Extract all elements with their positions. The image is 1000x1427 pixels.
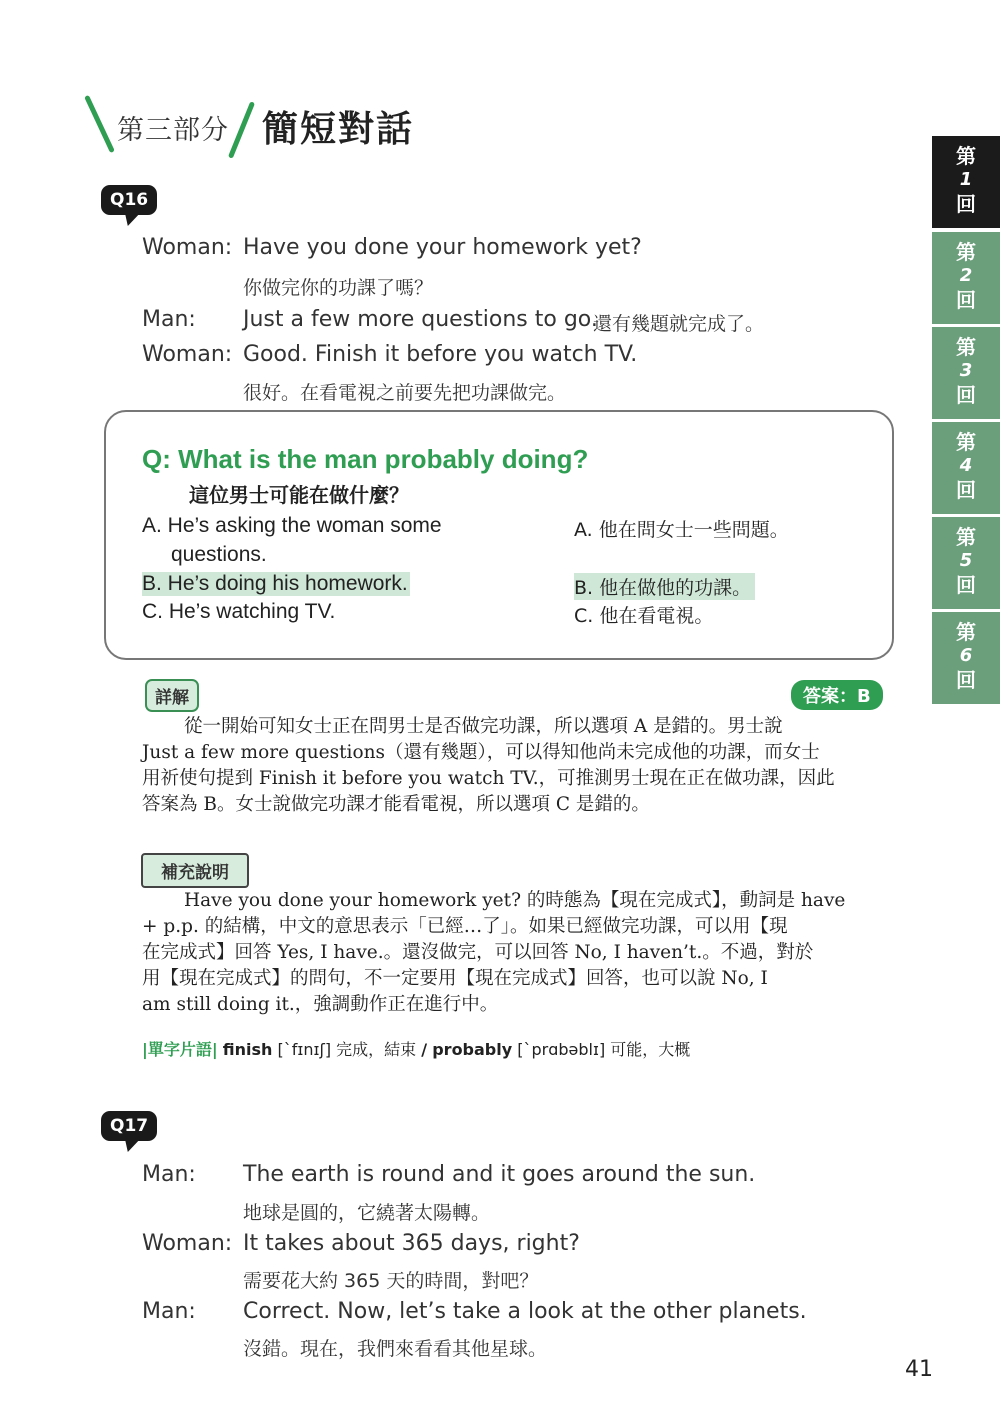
tab-round-1[interactable]	[932, 136, 1000, 228]
tab-label: 回	[956, 478, 976, 502]
explanation-text	[142, 714, 886, 818]
dialog-line-en: It takes about 365 days, right?	[243, 1231, 580, 1256]
tab-round-6[interactable]	[932, 612, 1000, 704]
tab-label: 第	[956, 240, 976, 264]
vocab-word: probably	[432, 1040, 513, 1059]
option-b-zh: B. 他在做他的功課。	[574, 573, 755, 600]
dialog-line-zh: 需要花大約 365 天的時間，對吧？	[243, 1270, 539, 1292]
vocabulary-label: |單字片語|	[142, 1040, 218, 1059]
option-a-en: A. He’s asking the woman some	[142, 514, 442, 537]
speaker: Woman:	[142, 342, 233, 367]
dialog-line-en: The earth is round and it goes around the sun.	[243, 1162, 756, 1187]
page-number: 41	[905, 1357, 933, 1382]
speaker: Woman:	[142, 1231, 233, 1256]
tab-round-2[interactable]	[932, 232, 1000, 324]
section-part-label: 第三部分	[117, 115, 229, 146]
supplement-line: am still doing it.，強調動作正在進行中。	[142, 994, 499, 1015]
option-c-zh: C. 他在看電視。	[574, 605, 714, 627]
vocab-word: finish	[222, 1040, 273, 1059]
speaker: Man:	[142, 1299, 196, 1324]
dialog-line-zh: 很好。在看電視之前要先把功課做完。	[243, 382, 567, 404]
question-badge-q17: Q17	[101, 1111, 157, 1141]
answer-badge: 答案：B	[791, 680, 883, 710]
header-slash-right	[228, 101, 255, 159]
dialog-line-zh: 地球是圓的，它繞著太陽轉。	[243, 1202, 491, 1224]
header-slash-left	[84, 95, 115, 153]
vocab-meaning: 可能，大概	[610, 1040, 691, 1059]
question-badge-q16: Q16	[101, 185, 157, 215]
explanation-label: 詳解	[145, 679, 199, 712]
supplement-line: 用【現在完成式】的問句，不一定要用【現在完成式】回答，也可以說 No, I	[142, 968, 768, 989]
supplement-line: 在完成式】回答 Yes, I have.。還沒做完，可以回答 No, I haven’t.。不過，對於	[142, 942, 814, 963]
dialog-line-en: Just a few more questions to go.	[243, 307, 598, 332]
tab-label: 回	[956, 573, 976, 597]
option-b-en: B. He’s doing his homework.	[142, 572, 408, 595]
explanation-line: 用祈使句提到 Finish it before you watch TV.，可推測男士現在正在做功課，因此	[142, 768, 835, 789]
dialog-line-zh: 沒錯。現在，我們來看看其他星球。	[243, 1338, 548, 1360]
tab-number: 1	[959, 169, 973, 190]
tab-label: 回	[956, 192, 976, 216]
tab-label: 回	[956, 668, 976, 692]
dialog-line-zh: 還有幾題就完成了。	[593, 313, 765, 335]
explanation-line: Just a few more questions（還有幾題），可以得知他尚未完成他的功課，而女士	[142, 742, 820, 763]
supplement-line: + p.p. 的結構，中文的意思表示「已經…了」。如果已經做完功課，可以用【現	[142, 916, 788, 937]
tab-label: 回	[956, 383, 976, 407]
tab-label: 第	[956, 144, 976, 168]
question-en: Q: What is the man probably doing?	[142, 444, 589, 474]
tab-number: 6	[959, 645, 973, 666]
tab-label: 回	[956, 288, 976, 312]
dialog-line-en: Correct. Now, let’s take a look at the other planets.	[243, 1299, 807, 1324]
tab-label: 第	[956, 620, 976, 644]
option-a-en-cont: questions.	[171, 543, 267, 566]
vocab-meaning: 完成，結束	[336, 1040, 417, 1059]
tab-label: 第	[956, 525, 976, 549]
speaker: Woman:	[142, 235, 233, 260]
tab-number: 5	[959, 550, 973, 571]
tab-round-5[interactable]	[932, 517, 1000, 609]
option-c-en: C. He’s watching TV.	[142, 600, 336, 623]
supplement-line: Have you done your homework yet? 的時態為【現在完成式】，動詞是 have	[184, 890, 846, 911]
tab-number: 3	[959, 360, 973, 381]
option-a-zh: A. 他在問女士一些問題。	[574, 519, 789, 541]
tab-number: 2	[959, 265, 973, 286]
explanation-line: 答案為 B。女士說做完功課才能看電視，所以選項 C 是錯的。	[142, 794, 650, 815]
question-zh: 這位男士可能在做什麼？	[189, 483, 409, 507]
section-title: 簡短對話	[262, 109, 415, 150]
tab-number: 4	[959, 455, 973, 476]
vocab-phonetic: [ˋfɪnɪʃ]	[277, 1040, 332, 1059]
tab-round-3[interactable]	[932, 327, 1000, 419]
tab-label: 第	[956, 430, 976, 454]
vocab-separator: /	[421, 1040, 428, 1059]
supplement-label: 補充說明	[141, 853, 249, 888]
tab-label: 第	[956, 335, 976, 359]
dialog-line-en: Have you done your homework yet?	[243, 235, 642, 260]
dialog-line-zh: 你做完你的功課了嗎？	[243, 277, 434, 299]
tab-round-4[interactable]	[932, 422, 1000, 514]
supplement-text	[142, 888, 886, 1018]
speaker: Man:	[142, 307, 196, 332]
vocab-phonetic: [ˋprɑbəblɪ]	[517, 1040, 606, 1059]
explanation-line: 從一開始可知女士正在問男士是否做完功課，所以選項 A 是錯的。男士說	[184, 716, 783, 737]
vocabulary-line	[142, 1037, 690, 1060]
speaker: Man:	[142, 1162, 196, 1187]
dialog-line-en: Good. Finish it before you watch TV.	[243, 342, 638, 367]
